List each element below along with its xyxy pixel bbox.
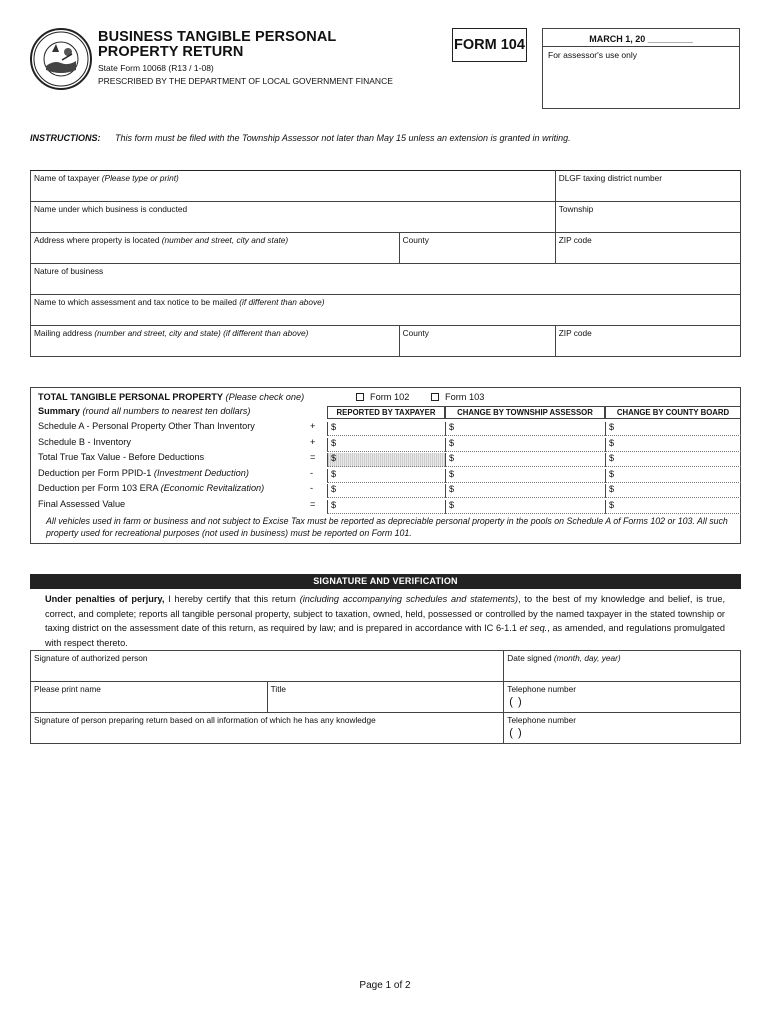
reported-by-taxpayer-input[interactable]: $ xyxy=(327,453,445,467)
summary-row-operator: - xyxy=(310,483,314,493)
zip-field[interactable]: ZIP code xyxy=(555,233,740,264)
dlgf-district-field[interactable]: DLGF taxing district number xyxy=(555,171,740,202)
instructions-label: INSTRUCTIONS: xyxy=(30,133,101,143)
reported-by-taxpayer-input[interactable]: $ xyxy=(327,469,445,483)
summary-row-label: Deduction per Form 103 ERA (Economic Revitalization) xyxy=(38,483,265,493)
preparer-telephone-area-code: ( ) xyxy=(509,727,523,739)
mailing-address-field[interactable]: Mailing address (number and street, city and state) (if different than above) xyxy=(31,326,400,357)
assessment-date: MARCH 1, 20 _________ xyxy=(589,34,693,44)
authorized-signature-field[interactable]: Signature of authorized person xyxy=(31,651,504,682)
telephone-field[interactable]: Telephone number ( ) xyxy=(504,682,741,713)
vehicles-note: All vehicles used in farm or business and not subject to Excise Tax must be reported as depreciable personal property in the pools on Schedule A of Forms 102 or 103. All such property used for recreational purposes (not used in business) must be reported on Form 101. xyxy=(46,516,728,538)
reported-by-taxpayer-input[interactable]: $ xyxy=(327,438,445,452)
taxpayer-name-field[interactable]: Name of taxpayer (Please type or print) xyxy=(31,171,556,202)
title-line-1: BUSINESS TANGIBLE PERSONAL xyxy=(98,29,337,45)
instructions xyxy=(30,133,571,143)
state-seal-icon xyxy=(32,30,90,88)
title-field[interactable]: Title xyxy=(267,682,504,713)
tpp-summary-section xyxy=(30,387,741,544)
reported-by-taxpayer-input[interactable]: $ xyxy=(327,500,445,514)
summary-row-operator: = xyxy=(310,452,316,462)
summary-row-operator: + xyxy=(310,436,316,447)
mailing-county-field[interactable]: County xyxy=(399,326,555,357)
form-102-option[interactable]: Form 102 xyxy=(356,392,409,402)
county-board-input[interactable]: $ xyxy=(605,469,741,483)
signature-section-bar: SIGNATURE AND VERIFICATION xyxy=(30,574,741,589)
prescribed-by: PRESCRIBED BY THE DEPARTMENT OF LOCAL GOVERNMENT FINANCE xyxy=(98,76,393,86)
form-title xyxy=(98,30,438,60)
summary-row-label: Final Assessed Value xyxy=(38,498,126,509)
state-form-number: State Form 10068 (R13 / 1-08) xyxy=(98,63,214,73)
county-board-input[interactable]: $ xyxy=(605,453,741,467)
property-address-field[interactable]: Address where property is located (number and street, city and state) xyxy=(31,233,400,264)
telephone-area-code: ( ) xyxy=(509,696,523,708)
preparer-telephone-field[interactable]: Telephone number ( ) xyxy=(504,713,741,744)
perjury-statement: Under penalties of perjury, I hereby certify that this return (including accompanying schedules and statements), to the best of my knowledge and belief, is true, correct, and complete; reports all tangible personal property, subject to taxation, owned, held, possessed or controlled by the named taxpayer in the stated township or taxing district on the assessment date of this return, as required by law; and is prepared in accordance with IC 6-1.1 et seq., as amended, and regulations promulgated with respect thereto. xyxy=(45,594,725,648)
assessor-use-box xyxy=(542,28,740,109)
col-change-by-county-board: CHANGE BY COUNTY BOARD xyxy=(605,406,741,419)
signature-grid xyxy=(30,650,741,744)
township-assessor-input[interactable]: $ xyxy=(445,500,605,514)
summary-row-label: Total True Tax Value - Before Deductions xyxy=(38,452,205,462)
summary-label: Summary (round all numbers to nearest ten dollars) xyxy=(38,406,251,416)
summary-row-operator: = xyxy=(310,498,316,509)
form-103-option[interactable]: Form 103 xyxy=(431,392,484,402)
col-reported-by-taxpayer: REPORTED BY TAXPAYER xyxy=(327,406,445,419)
taxpayer-info-grid xyxy=(30,170,741,357)
preparer-signature-field[interactable]: Signature of person preparing return based on all information of which he has any knowledge xyxy=(31,713,504,744)
title-line-2: PROPERTY RETURN xyxy=(98,44,244,60)
township-assessor-input[interactable]: $ xyxy=(445,422,605,436)
col-change-by-assessor: CHANGE BY TOWNSHIP ASSESSOR xyxy=(445,406,605,419)
township-assessor-input[interactable]: $ xyxy=(445,484,605,498)
reported-by-taxpayer-input[interactable]: $ xyxy=(327,422,445,436)
summary-row-label: Schedule B - Inventory xyxy=(38,436,131,447)
form-102-checkbox[interactable] xyxy=(356,393,364,401)
township-assessor-input[interactable]: $ xyxy=(445,438,605,452)
date-signed-field[interactable]: Date signed (month, day, year) xyxy=(504,651,741,682)
county-field[interactable]: County xyxy=(399,233,555,264)
summary-row-label: Schedule A - Personal Property Other Than Inventory xyxy=(38,421,255,431)
reported-by-taxpayer-input[interactable]: $ xyxy=(327,484,445,498)
township-field[interactable]: Township xyxy=(555,202,740,233)
assessor-use-label: For assessor's use only xyxy=(548,50,638,60)
township-assessor-input[interactable]: $ xyxy=(445,453,605,467)
summary-row-label: Deduction per Form PPID-1 (Investment Deduction) xyxy=(38,467,249,478)
page-number: Page 1 of 2 xyxy=(359,980,411,991)
county-board-input[interactable]: $ xyxy=(605,438,741,452)
township-assessor-input[interactable]: $ xyxy=(445,469,605,483)
state-seal xyxy=(30,28,92,90)
county-board-input[interactable]: $ xyxy=(605,484,741,498)
business-name-field[interactable]: Name under which business is conducted xyxy=(31,202,556,233)
summary-row-operator: - xyxy=(310,467,314,478)
county-board-input[interactable]: $ xyxy=(605,500,741,514)
mailing-zip-field[interactable]: ZIP code xyxy=(555,326,740,357)
nature-of-business-field[interactable]: Nature of business xyxy=(31,264,741,295)
mailing-name-field[interactable]: Name to which assessment and tax notice to be mailed (if different than above) xyxy=(31,295,741,326)
form-number-box: FORM 104 xyxy=(452,28,527,62)
form-103-checkbox[interactable] xyxy=(431,393,439,401)
summary-row-operator: + xyxy=(310,421,316,431)
county-board-input[interactable]: $ xyxy=(605,422,741,436)
print-name-field[interactable]: Please print name xyxy=(31,682,268,713)
instructions-text: This form must be filed with the Township Assessor not later than May 15 unless an extension is granted in writing. xyxy=(115,133,571,143)
tpp-title: TOTAL TANGIBLE PERSONAL PROPERTY (Please check one) xyxy=(38,392,305,402)
